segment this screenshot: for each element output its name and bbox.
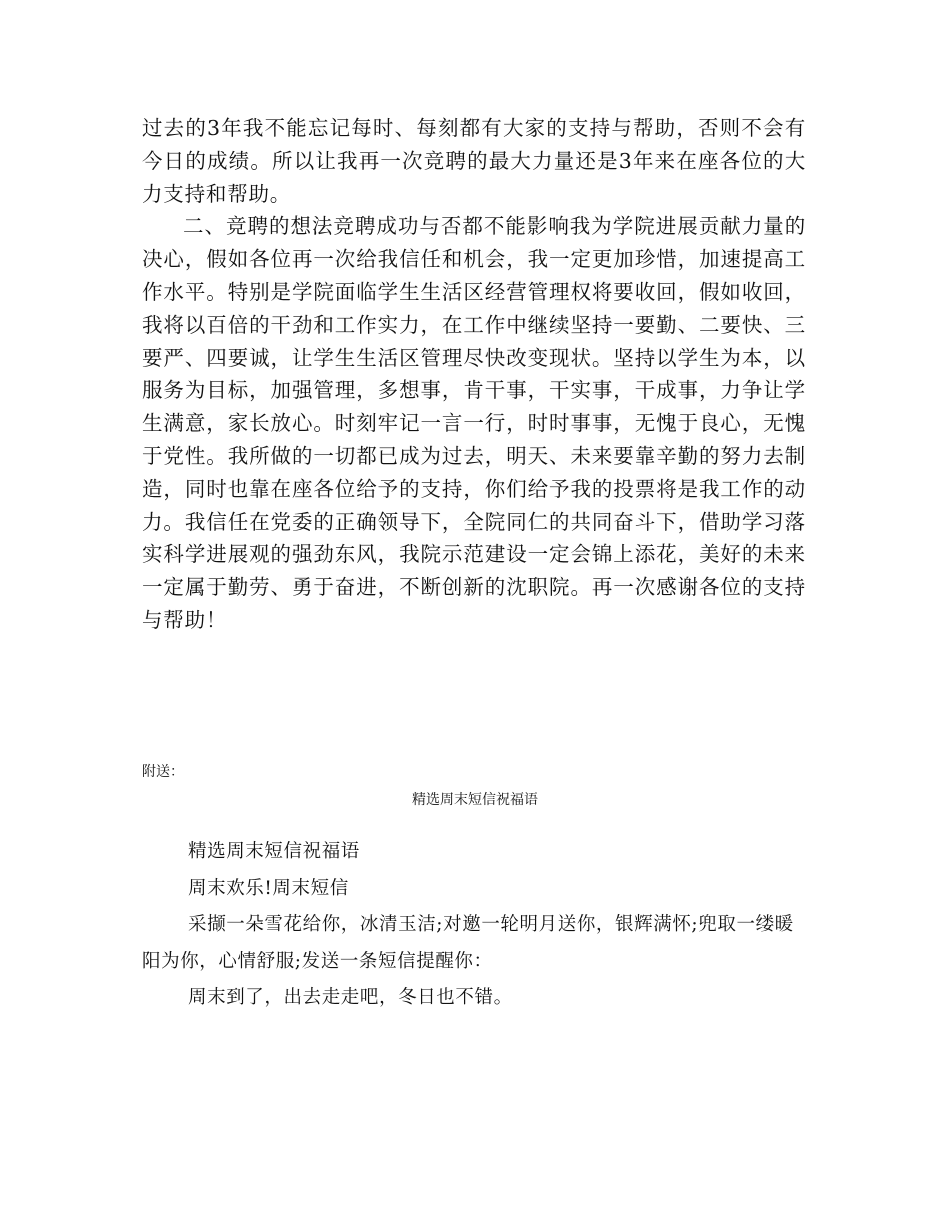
appendix-line: 采撷一朵雪花给你，冰清玉洁;对邀一轮明月送你，银辉满怀;兜取一缕暖阳为你，心情舒服;发送一条短信提醒你： (142, 914, 794, 972)
appendix-title: 精选周末短信祝福语 (412, 792, 538, 808)
appendix-label: 附送： (142, 764, 184, 780)
paragraph-2: 二、竞聘的想法竞聘成功与否都不能影响我为学院进展贡献力量的决心，假如各位再一次给我信任和机会，我一定更加珍惜，加速提高工作水平。特别是学院面临学生生活区经营管理权将要收回，假如收回，我将以百倍的干劲和工作实力，在工作中继续坚持一要勤、二要快、三要严、四要诚，让学生生活区管理尽快改变现状。坚持以学生为本，以服务为目标，加强管理，多想事，肯干事，干实事，干成事，力争让学生满意，家长放心。时刻牢记一言一行，时时事事，无愧于良心，无愧于党性。我所做的一切都已成为过去，明天、未来要靠辛勤的努力去制造，同时也靠在座各位给予的支持，你们给予我的投票将是我工作的动力。我信任在党委的正确领导下，全院同仁的共同奋斗下，借助学习落实科学进展观的强劲东风，我院示范建设一定会锦上添花，美好的未来一定属于勤劳、勇于奋进，不断创新的沈职院。再一次感谢各位的支持与帮助！ (142, 214, 806, 632)
main-text (142, 112, 806, 637)
appendix-line: 周末到了，出去走走吧，冬日也不错。 (188, 987, 513, 1008)
appendix-line: 精选周末短信祝福语 (188, 841, 360, 862)
appendix-body (142, 834, 810, 1017)
appendix-line: 周末欢乐!周末短信 (188, 877, 349, 899)
paragraph-1: 过去的3年我不能忘记每时、每刻都有大家的支持与帮助，否则不会有今日的成绩。所以让我再一次竞聘的最大力量还是3年来在座各位的大力支持和帮助。 (142, 116, 806, 206)
